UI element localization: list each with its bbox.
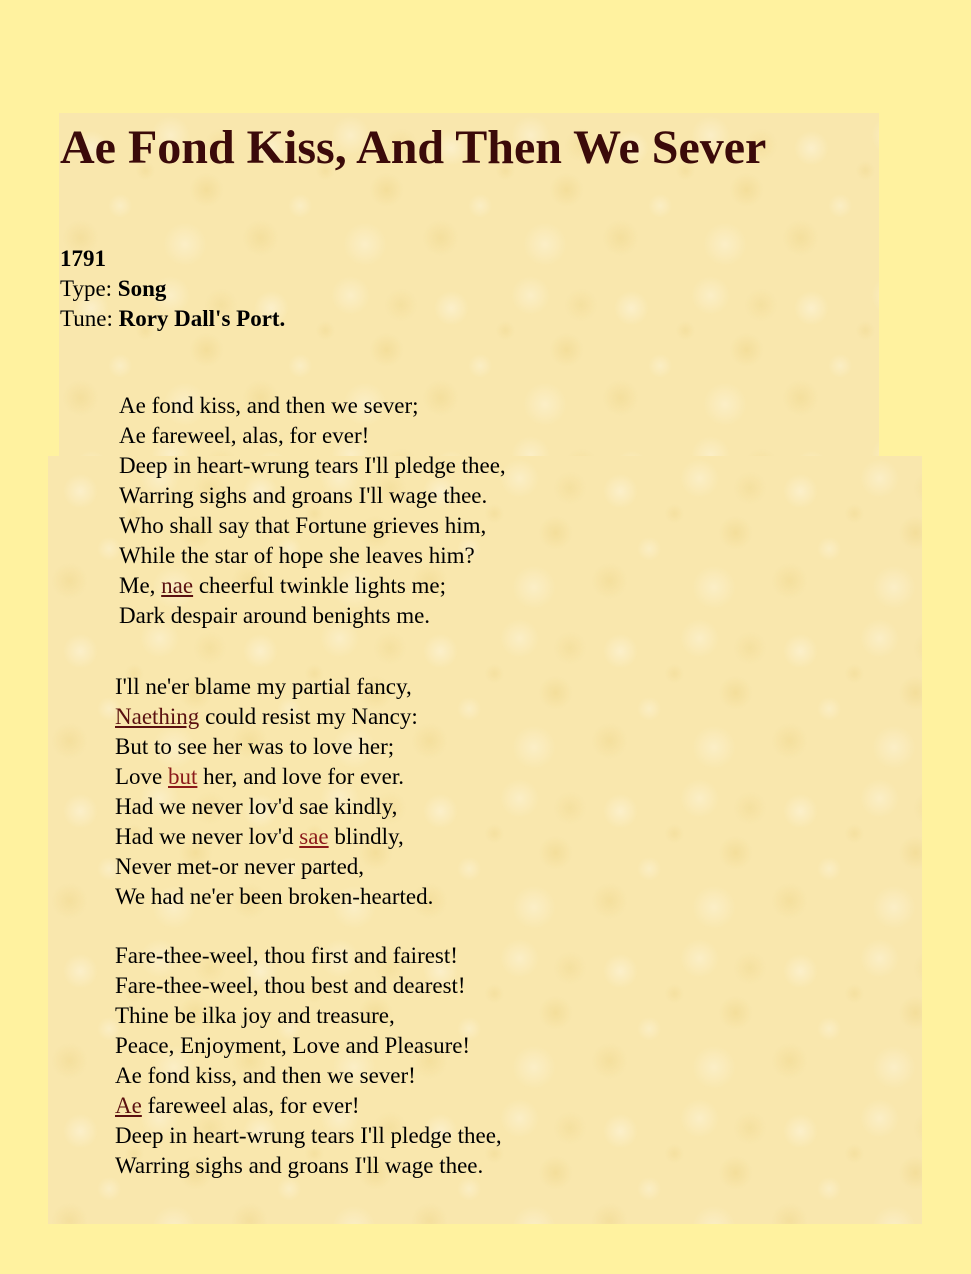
poem-year: 1791: [60, 246, 106, 271]
gloss-link-ae[interactable]: Ae: [115, 1093, 142, 1118]
poem-line: Ae fond kiss, and then we sever!: [115, 1063, 416, 1088]
poem-line: Fare-thee-weel, thou best and dearest!: [115, 973, 466, 998]
poem-line: Warring sighs and groans I'll wage thee.: [115, 1153, 484, 1178]
type-label: Type:: [60, 276, 113, 301]
gloss-link-naething[interactable]: Naething: [115, 704, 200, 729]
type-value: Song: [117, 276, 167, 301]
poem-line: We had ne'er been broken-hearted.: [115, 884, 434, 909]
poem-line: Who shall say that Fortune grieves him,: [119, 513, 487, 538]
poem-line: Had we never lov'd sae blindly,: [115, 824, 404, 849]
gloss-link-but[interactable]: but: [168, 764, 198, 789]
gloss-link-nae[interactable]: nae: [161, 573, 194, 598]
poem-line: Never met-or never parted,: [115, 854, 365, 879]
poem-line: Warring sighs and groans I'll wage thee.: [119, 483, 488, 508]
poem-metadata: [60, 244, 285, 334]
poem-tune: [60, 304, 285, 334]
poem-line: Peace, Enjoyment, Love and Pleasure!: [115, 1033, 471, 1058]
poem-type: [60, 274, 285, 304]
gloss-link-sae[interactable]: sae: [299, 824, 329, 849]
poem-line: Deep in heart-wrung tears I'll pledge thee,: [119, 453, 506, 478]
poem-line: Dark despair around benights me.: [119, 603, 431, 628]
stanza-3: [115, 941, 502, 1181]
poem-line: But to see her was to love her;: [115, 734, 395, 759]
poem-line: Ae fareweel alas, for ever!: [115, 1093, 360, 1118]
poem-line: Had we never lov'd sae kindly,: [115, 794, 398, 819]
poem-line: Fare-thee-weel, thou first and fairest!: [115, 943, 458, 968]
tune-label: Tune:: [60, 306, 113, 331]
poem-line: Naething could resist my Nancy:: [115, 704, 418, 729]
poem-line: Ae fareweel, alas, for ever!: [119, 423, 370, 448]
poem-title: Ae Fond Kiss, And Then We Sever: [60, 121, 767, 174]
poem-line: While the star of hope she leaves him?: [119, 543, 475, 568]
stanza-2: [115, 672, 433, 912]
poem-line: Me, nae cheerful twinkle lights me;: [119, 573, 447, 598]
poem-line: I'll ne'er blame my partial fancy,: [115, 674, 412, 699]
tune-value: Rory Dall's Port.: [118, 306, 286, 331]
poem-line: Thine be ilka joy and treasure,: [115, 1003, 395, 1028]
poem-line: Deep in heart-wrung tears I'll pledge thee,: [115, 1123, 502, 1148]
stanza-1: [119, 391, 506, 631]
poem-line: Love but her, and love for ever.: [115, 764, 405, 789]
poem-line: Ae fond kiss, and then we sever;: [119, 393, 419, 418]
